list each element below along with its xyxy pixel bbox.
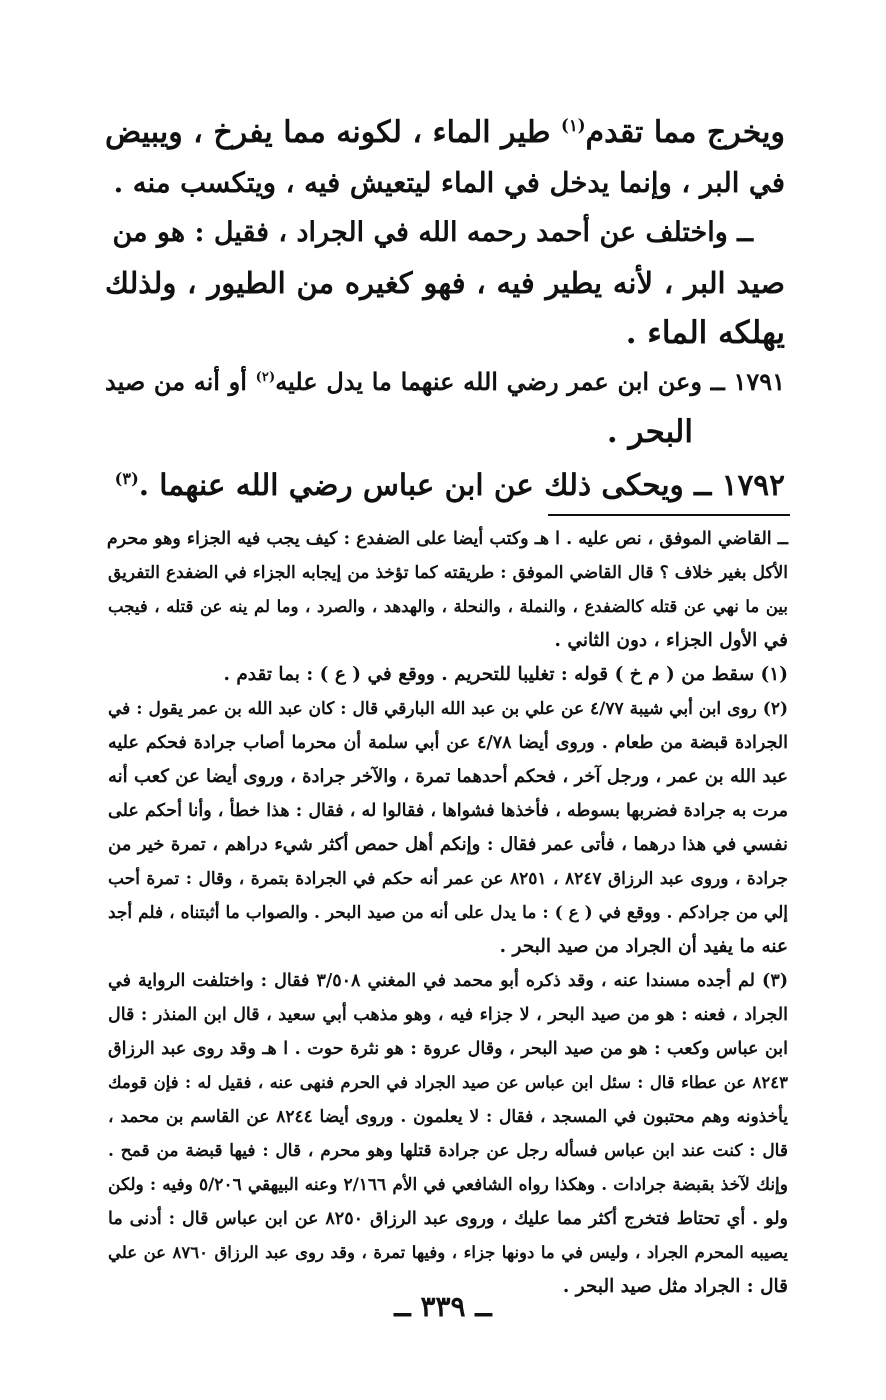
- text-run: ١٧٩١ ــ وعن ابن عمر رضي الله عنهما ما يدل عليه: [275, 367, 785, 396]
- text-run: طير الماء ، لكونه مما يفرخ ، ويبيض: [105, 115, 562, 150]
- text-run: ١٧٩٢ ــ ويحكى ذلك عن ابن عباس رضي الله عنهما .: [138, 467, 785, 502]
- paragraph-1792: [105, 460, 785, 510]
- text-run: أو أنه من صيد: [105, 367, 256, 396]
- footnotes: [108, 522, 788, 1304]
- paragraph-1791: [105, 357, 785, 457]
- main-line: صيد البر ، لأنه يطير فيه ، فهو كغيره من الطيور ، ولذلك: [105, 266, 785, 300]
- footnote-ref-3: (٣): [114, 469, 139, 489]
- main-line: يهلكه الماء .: [625, 315, 785, 351]
- footnote-line: الجراد ، فعنه : هو من صيد البحر ، لا جزاء فيه ، وهو مذهب أبي سعيد ، قال ابن المنذر : قال: [108, 1005, 788, 1025]
- main-line: البحر .: [606, 414, 693, 450]
- footnote-line: مرت به جرادة فضربها بسوطه ، فأخذها فشواها ، فقالوا له ، فقال : هذا خطأ ، وأنا أحكم على: [108, 801, 788, 821]
- footnote-3: (٣) لم أجده مسندا عنه ، وقد ذكره أبو محمد في المغني ٣/٥٠٨ فقال : واختلفت الرواية في: [108, 971, 788, 991]
- main-line: [105, 460, 785, 510]
- footnote-separator: [548, 514, 790, 516]
- main-line: ــ واختلف عن أحمد رحمه الله في الجراد ، فقيل : هو من: [112, 217, 753, 248]
- footnote-line: عنه ما يفيد أن الجراد من صيد البحر .: [499, 936, 788, 957]
- footnote-line: قال : الجراد مثل صيد البحر .: [562, 1276, 788, 1297]
- footnote-line: وإنك لآخذ بقبضة جرادات . وهكذا رواه الشافعي في الأم ٢/١٦٦ وعنه البيهقي ٥/٢٠٦ وفيه : ولكن: [108, 1175, 788, 1195]
- footnote-line: ابن عباس وكعب : هو من صيد البحر ، وقال عروة : هو نثرة حوت . ا هـ وقد روى عبد الرزاق: [108, 1039, 788, 1059]
- footnote-line: ولو . أي تحتاط فتخرج أكثر مما عليك ، وروى عبد الرزاق ٨٢٥٠ عن ابن عباس قال : أدنى ما: [108, 1209, 789, 1229]
- footnote-1: (١) سقط من ( م خ ) قوله : تغليبا للتحريم . ووقع في ( ع ) : بما تقدم .: [223, 664, 788, 685]
- footnote-line: إلي من جرادكم . ووقع في ( ع ) : ما يدل على أنه من صيد البحر . والصواب ما أثبتناه ، فلم أجد: [108, 903, 788, 923]
- page-number: ــ ٣٣٩ ــ: [394, 1290, 492, 1323]
- footnote-line: الأكل بغير خلاف ؟ قال القاضي الموفق : طريقته كما تؤخذ من إيجابه الجزاء في الضفدع التفريق: [108, 563, 788, 583]
- footnote-ref-2: (٢): [255, 370, 276, 385]
- main-text: [105, 108, 785, 358]
- footnote-line: ــ القاضي الموفق ، نص عليه . ا هـ وكتب أيضا على الضفدع : كيف يجب فيه الجزاء وهو محرم: [106, 529, 788, 549]
- main-line: [105, 357, 785, 407]
- main-line: في البر ، وإنما يدخل في الماء ليتعيش فيه ، ويتكسب منه .: [113, 167, 785, 199]
- footnote-line: بين ما نهي عن قتله كالضفدع ، والنملة ، والنحلة ، والهدهد ، والصرد ، وما لم ينه عن قتله ، فيجب: [108, 597, 788, 616]
- footnote-line: قال : كنت عند ابن عباس فسأله رجل عن جرادة قتلها وهو محرم ، قال : فيها قبضة من قمح .: [108, 1141, 788, 1161]
- footnote-ref-1: (١): [561, 116, 586, 135]
- footnote-line: عبد الله بن عمر ، ورجل آخر ، فحكم أحدهما تمرة ، والآخر جرادة ، وروى أيضا عن كعب أنه: [108, 766, 788, 787]
- footnote-line: في الأول الجزاء ، دون الثاني .: [554, 630, 788, 651]
- footnote-2: (٢) روى ابن أبي شيبة ٤/٧٧ عن علي بن عبد الله البارقي قال : كان عبد الله بن عمر يقول : في: [108, 699, 788, 719]
- main-line: [105, 108, 785, 158]
- footnote-line: جرادة ، وروى عبد الرزاق ٨٢٤٧ ، ٨٢٥١ عن عمر أنه حكم في الجرادة بتمرة ، وقال : تمرة أحب: [108, 869, 788, 889]
- footnote-line: نفسي في هذا درهما ، فأتى عمر فقال : وإنكم أهل حمص أكثر شيء دراهم ، تمرة خير من: [108, 834, 788, 855]
- footnote-line: يأخذونه وهم محتبون في المسجد ، فقال : لا يعلمون . وروى أيضا ٨٢٤٤ عن القاسم بن محمد ،: [108, 1107, 788, 1127]
- footnote-line: يصيبه المحرم الجراد ، وليس في ما دونها جزاء ، وفيها تمرة ، وقد روى عبد الرزاق ٨٧٦٠ عن علي: [108, 1243, 788, 1262]
- footnote-line: الجرادة قبضة من طعام . وروى أيضا ٤/٧٨ عن أبي سلمة أن محرما أصاب جرادة فحكم عليه: [108, 733, 788, 753]
- text-run: ويخرج مما تقدم: [585, 115, 785, 150]
- footnote-line: ٨٢٤٣ عن عطاء قال : سئل ابن عباس عن صيد الجراد في الحرم فنهى عنه ، فقيل له : فإن قومك: [108, 1073, 788, 1092]
